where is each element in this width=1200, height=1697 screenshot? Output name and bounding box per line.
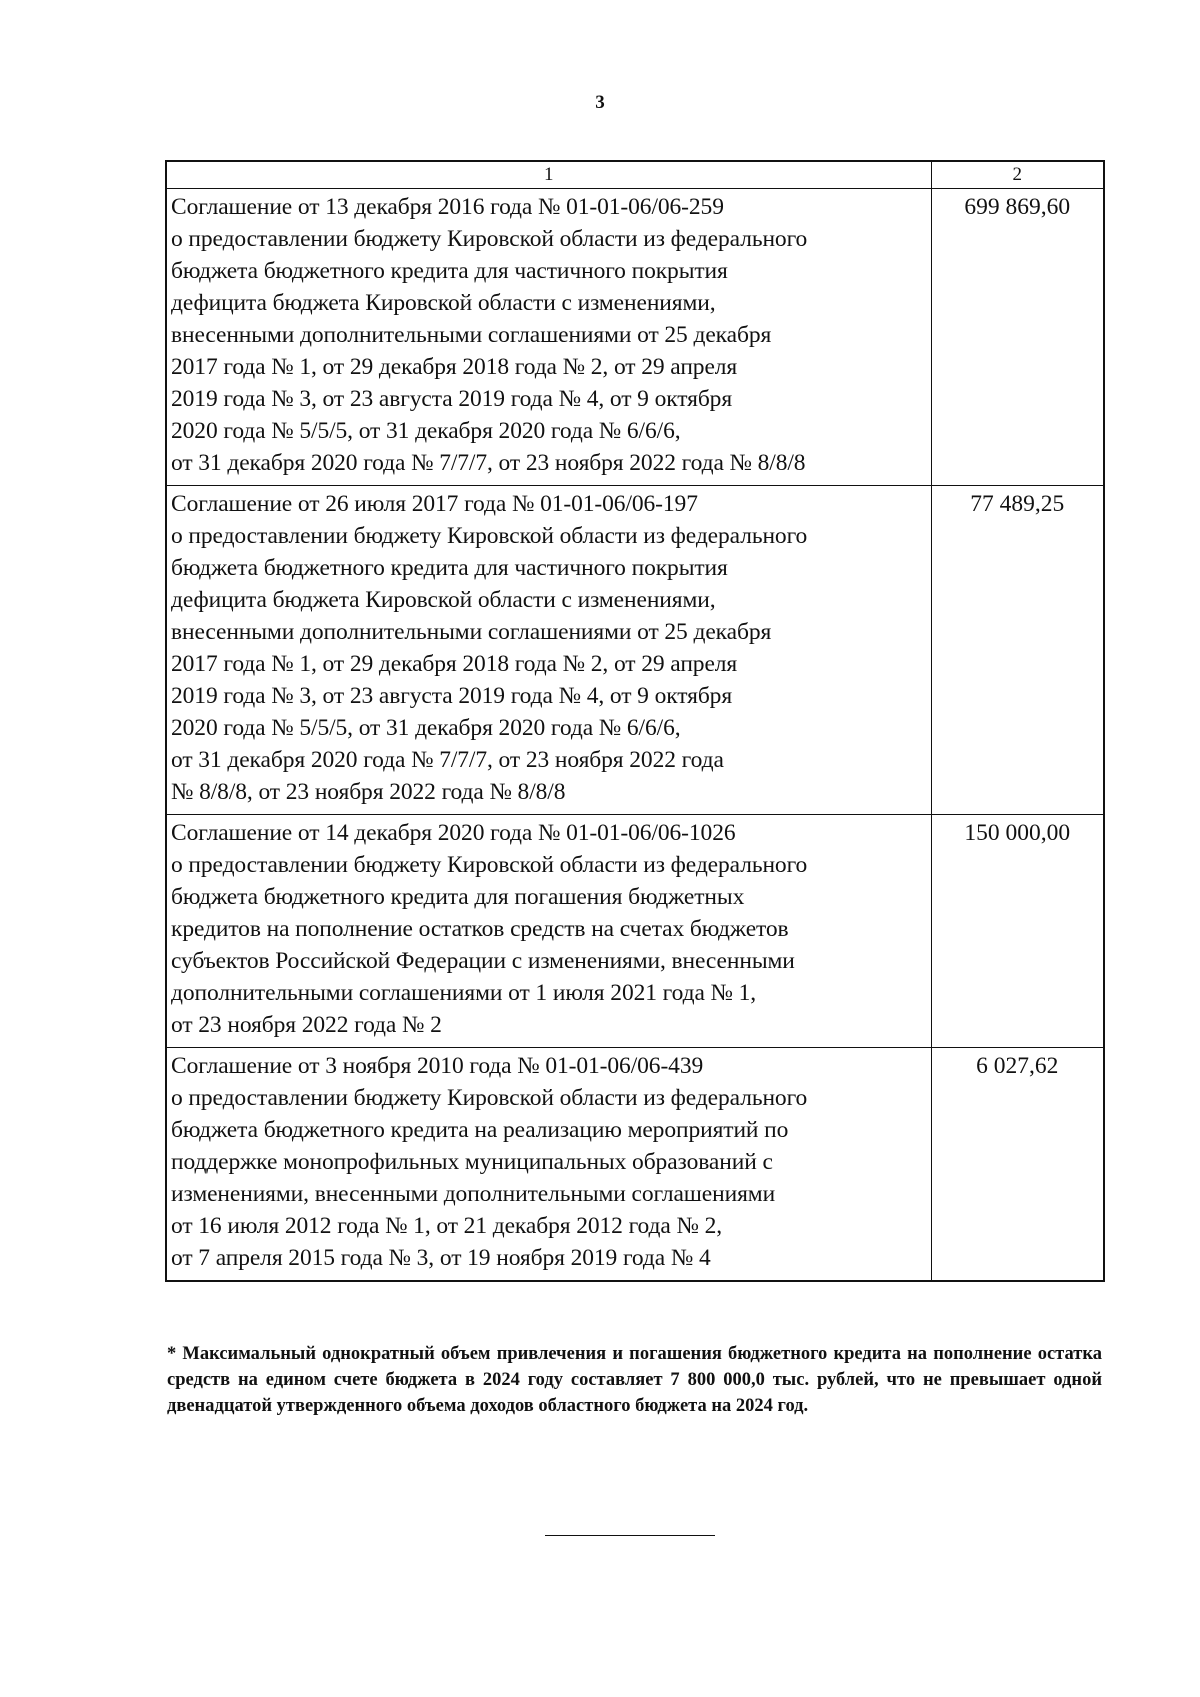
table-row xyxy=(166,486,1104,815)
table-row xyxy=(166,815,1104,1048)
agreement-description: Соглашение от 26 июля 2017 года № 01-01-06/06-197 о предоставлении бюджету Кировской области из федерального бюджета бюджетного кредита для частичного покрытия дефицита бюджета Кировской области с изменениями, внесенными дополнительными соглашениями от 25 декабря 2017 года № 1, от 29 декабря 2018 года № 2, от 29 апреля 2019 года № 3, от 23 августа 2019 года № 4, от 9 октября 2020 года № 5/5/5, от 31 декабря 2020 года № 6/6/6, от 31 декабря 2020 года № 7/7/7, от 23 ноября 2022 года № 8/8/8, от 23 ноября 2022 года № 8/8/8 xyxy=(166,486,931,815)
column-header-2: 2 xyxy=(931,161,1104,189)
table-row xyxy=(166,189,1104,486)
table-header-row xyxy=(166,161,1104,189)
agreement-description: Соглашение от 3 ноября 2010 года № 01-01-06/06-439 о предоставлении бюджету Кировской области из федерального бюджета бюджетного кредита на реализацию мероприятий по поддержке монопрофильных муниципальных образований с изменениями, внесенными дополнительными соглашениями от 16 июля 2012 года № 1, от 21 декабря 2012 года № 2, от 7 апреля 2015 года № 3, от 19 ноября 2019 года № 4 xyxy=(166,1048,931,1282)
agreement-description: Соглашение от 14 декабря 2020 года № 01-01-06/06-1026 о предоставлении бюджету Кировской области из федерального бюджета бюджетного кредита для погашения бюджетных кредитов на пополнение остатков средств на счетах бюджетов субъектов Российской Федерации с изменениями, внесенными дополнительными соглашениями от 1 июля 2021 года № 1, от 23 ноября 2022 года № 2 xyxy=(166,815,931,1048)
agreement-amount: 150 000,00 xyxy=(931,815,1104,1048)
credit-agreements-table xyxy=(165,160,1105,1282)
agreement-description: Соглашение от 13 декабря 2016 года № 01-01-06/06-259 о предоставлении бюджету Кировской области из федерального бюджета бюджетного кредита для частичного покрытия дефицита бюджета Кировской области с изменениями, внесенными дополнительными соглашениями от 25 декабря 2017 года № 1, от 29 декабря 2018 года № 2, от 29 апреля 2019 года № 3, от 23 августа 2019 года № 4, от 9 октября 2020 года № 5/5/5, от 31 декабря 2020 года № 6/6/6, от 31 декабря 2020 года № 7/7/7, от 23 ноября 2022 года № 8/8/8 xyxy=(166,189,931,486)
column-header-1: 1 xyxy=(166,161,931,189)
footnote: * Максимальный однократный объем привлечения и погашения бюджетного кредита на пополнение остатка средств на едином счете бюджета в 2024 году составляет 7 800 000,0 тыс. рублей, что не превышает одной двенадцатой утвержденного объема доходов областного бюджета на 2024 год. xyxy=(167,1344,1102,1416)
agreement-amount: 699 869,60 xyxy=(931,189,1104,486)
page-number: 3 xyxy=(595,92,605,113)
table-row xyxy=(166,1048,1104,1282)
agreement-amount: 77 489,25 xyxy=(931,486,1104,815)
agreement-amount: 6 027,62 xyxy=(931,1048,1104,1282)
end-divider xyxy=(545,1535,715,1536)
